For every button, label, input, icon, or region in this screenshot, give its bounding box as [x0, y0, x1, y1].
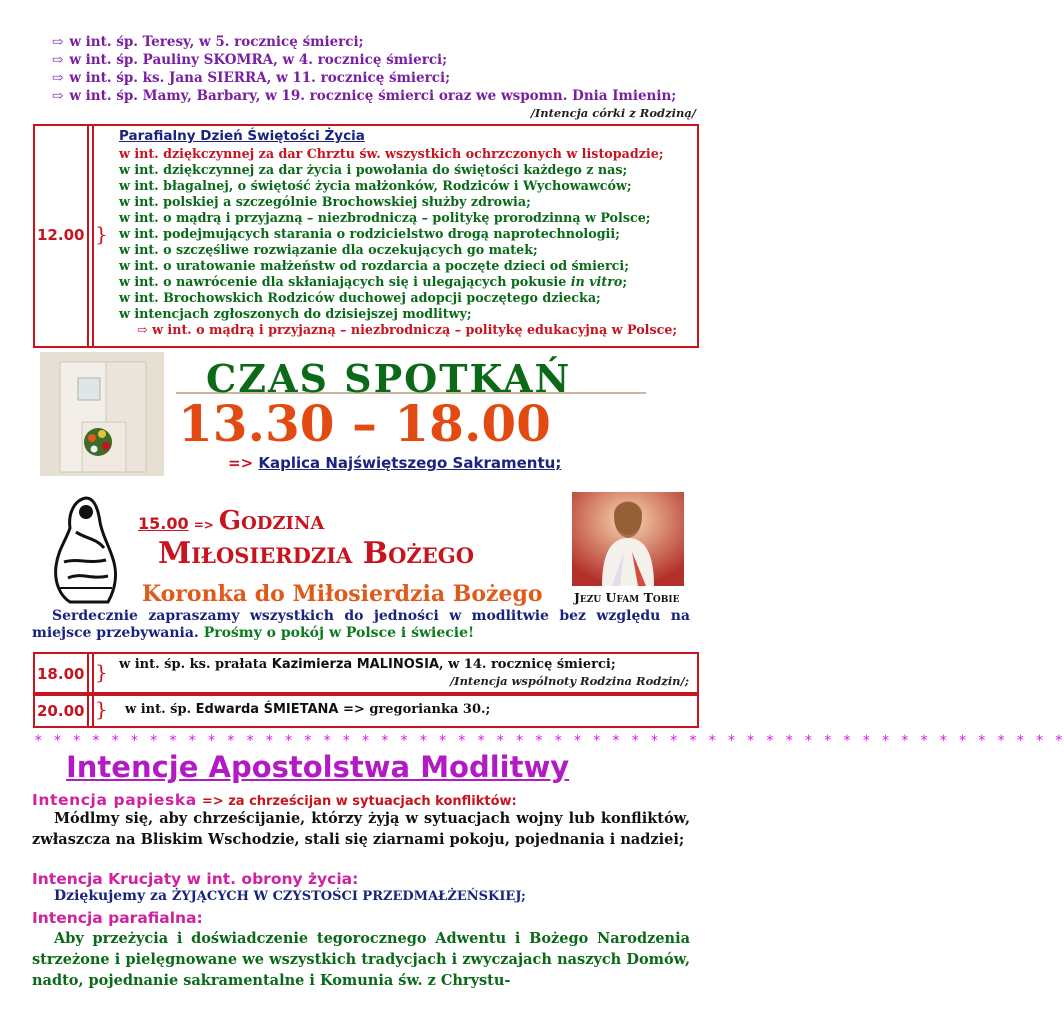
intention-line: w int. dziękczynnej za dar życia i powołania do świętości każdego z nas; — [119, 162, 628, 177]
chapel-icon — [40, 352, 164, 476]
godzina-title: Miłosierdzia Bożego — [158, 536, 474, 571]
divider — [87, 696, 89, 726]
block-1200 — [33, 124, 699, 348]
divider — [87, 126, 89, 346]
star-divider: * * * * * * * * * * * * * * * * * * * * * * * * * * * * * * * * * * * * * * * * * * * * * * * * * * * * * * — [34, 733, 1064, 749]
block-1800 — [33, 652, 699, 694]
arrow-icon: ⇨ — [137, 322, 153, 337]
intention-line: ⇨ w int. śp. ks. Jana SIERRA, w 11. rocznicę śmierci; — [52, 70, 451, 86]
divine-mercy-icon — [572, 492, 684, 586]
intention-line: w int. śp. Edwarda ŚMIETANA => gregorianka 30.; — [125, 702, 491, 717]
invite-paragraph: Serdecznie zapraszamy wszystkich do jedności w modlitwie bez względu na miejsce przebywania. Prośmy o pokój w Polsce i świecie! — [32, 608, 690, 641]
intention-line: w int. błagalnej, o świętość życia małżonków, Rodziców i Wychowawców; — [119, 178, 632, 193]
intention-line: w int. polskiej a szczególnie Brochowskiej służby zdrowia; — [119, 194, 531, 209]
intention-note: /Intencja córki z Rodziną/ — [530, 106, 696, 120]
arrow-icon: ⇨ — [52, 88, 64, 104]
papieska-heading: Intencja papieska => za chrześcijan w sytuacjach konfliktów: — [32, 791, 517, 809]
godzina-header: 15.00 => Godzina — [138, 506, 325, 536]
spotkan-place: => Kaplica Najświętszego Sakramentu; — [228, 454, 562, 472]
arrow-icon: ⇨ — [52, 34, 64, 50]
intention-line: w int. o mądrą i przyjazną – niezbrodniczą – politykę prorodzinną w Polsce; — [119, 210, 651, 225]
divider — [92, 654, 94, 692]
apostolstwo-title: Intencje Apostolstwa Modlitwy — [66, 750, 570, 784]
intention-list — [119, 146, 677, 338]
arrow-icon: ⇨ — [52, 70, 64, 86]
time-label: 12.00 — [37, 226, 85, 244]
intention-line: w int. śp. ks. prałata Kazimierza MALINOSIA, w 14. rocznicę śmierci; — [119, 657, 616, 672]
koronka-title: Koronka do Miłosierdzia Bożego — [142, 581, 543, 607]
papieska-body: Módlmy się, aby chrześcijanie, którzy żyją w sytuacjach wojny lub konfliktów, zwłaszcza na Bliskim Wschodzie, stali się ziarnami pokoju, pojednania i nadziei; — [32, 810, 690, 848]
brace-icon: } — [95, 697, 108, 721]
intention-line: ⇨ w int. śp. Teresy, w 5. rocznicę śmierci; — [52, 34, 364, 50]
krucjata-body: Dziękujemy za ŻYJĄCYCH W CZYSTOŚCI PRZEDMAŁŻEŃSKIEJ; — [54, 888, 526, 904]
divider — [92, 126, 94, 346]
time-label: 18.00 — [37, 665, 85, 683]
spotkan-title: CZAS SPOTKAŃ — [206, 356, 572, 401]
arrow-icon: ⇨ — [52, 52, 64, 68]
intention-line: w intencjach zgłoszonych do dzisiejszej modlitwy; — [119, 306, 472, 321]
krucjata-heading: Intencja Krucjaty w int. obrony życia: — [32, 870, 359, 888]
jesus-image — [572, 492, 684, 586]
intention-line: w int. o uratowanie małżeństw od rozdarcia a poczęte dzieci od śmierci; — [119, 258, 629, 273]
spotkan-time: 13.30 – 18.00 — [178, 394, 551, 453]
intention-line: w int. Brochowskich Rodziców duchowej adopcji poczętego dziecka; — [119, 290, 601, 305]
parafialna-heading: Intencja parafialna: — [32, 909, 203, 927]
parafialna-body: Aby przeżycia i doświadczenie tegorocznego Adwentu i Bożego Narodzenia strzeżone i pielęgnowane we wszystkich tradycjach i zwyczajach naszych Domów, nadto, pojednanie sakramentalne i Komunia św. z Chrystu- — [32, 930, 690, 989]
intention-note: /Intencja wspólnoty Rodzina Rodzin/; — [449, 674, 689, 688]
intention-line: ⇨ w int. śp. Pauliny SKOMRA, w 4. rocznicę śmierci; — [52, 52, 448, 68]
divider — [87, 654, 89, 692]
brace-icon: } — [95, 222, 108, 246]
divider — [92, 696, 94, 726]
time-label: 20.00 — [37, 702, 85, 720]
intention-line: w int. podejmujących starania o rodzicielstwo drogą naprotechnologii; — [119, 226, 620, 241]
pieta-image — [46, 492, 124, 606]
intention-line: w int. dziękczynnej za dar Chrztu św. wszystkich ochrzczonych w listopadzie; — [119, 146, 664, 161]
brace-icon: } — [95, 660, 108, 684]
intention-line: ⇨ w int. śp. Mamy, Barbary, w 19. rocznicę śmierci oraz we wspomn. Dnia Imienin; — [52, 88, 677, 104]
intention-line: w int. o szczęśliwe rozwiązanie dla oczekujących go matek; — [119, 242, 538, 257]
pieta-icon — [46, 492, 124, 606]
intention-line: w int. o nawrócenie dla skłaniających się i ulegających pokusie in vitro; — [119, 274, 628, 289]
block-title: Parafialny Dzień Świętości Życia — [119, 128, 365, 144]
chapel-photo — [40, 352, 164, 476]
intention-line: ⇨ w int. o mądrą i przyjazną – niezbrodniczą – politykę edukacyjną w Polsce; — [137, 322, 678, 337]
block-2000 — [33, 694, 699, 728]
jesus-caption: Jezu Ufam Tobie — [574, 590, 680, 605]
